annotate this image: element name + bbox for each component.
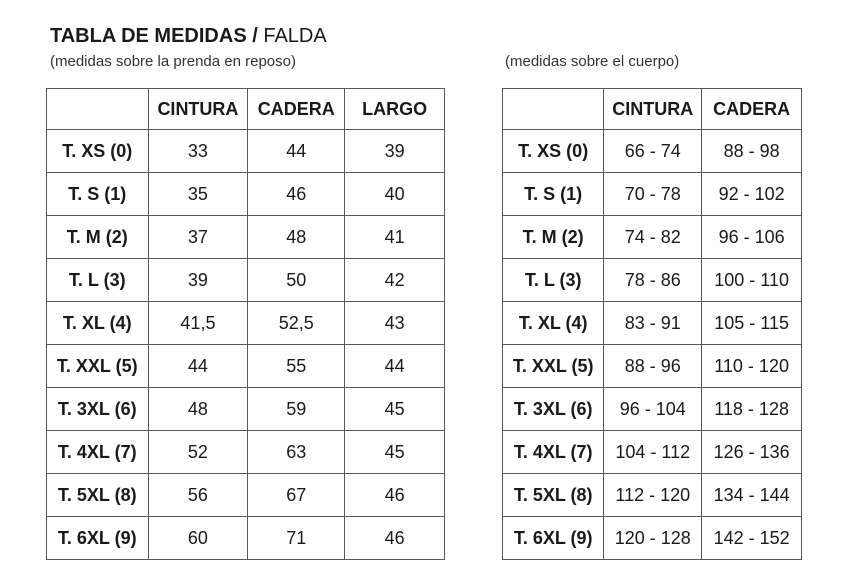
size-label-cell: T. L (3): [503, 259, 604, 302]
cadera-value-cell: 142 - 152: [702, 517, 802, 560]
largo-value-cell: 40: [345, 173, 445, 216]
table-header-row: [503, 89, 802, 130]
cintura-value-cell: 70 - 78: [604, 173, 702, 216]
cintura-value-cell: 35: [148, 173, 248, 216]
cintura-value-cell: 48: [148, 388, 248, 431]
table-row: [503, 388, 802, 431]
cintura-value-cell: 33: [148, 130, 248, 173]
table-header-row: [47, 89, 445, 130]
header-largo: LARGO: [345, 89, 445, 130]
cintura-value-cell: 44: [148, 345, 248, 388]
largo-value-cell: 44: [345, 345, 445, 388]
table-row: [47, 474, 445, 517]
body-measurements-table: [502, 88, 802, 560]
size-label-cell: T. S (1): [47, 173, 149, 216]
cadera-value-cell: 118 - 128: [702, 388, 802, 431]
cadera-value-cell: 100 - 110: [702, 259, 802, 302]
table-row: [503, 431, 802, 474]
cintura-value-cell: 56: [148, 474, 248, 517]
size-label-cell: T. XL (4): [503, 302, 604, 345]
table-row: [503, 130, 802, 173]
largo-value-cell: 39: [345, 130, 445, 173]
table-row: [47, 130, 445, 173]
cintura-value-cell: 104 - 112: [604, 431, 702, 474]
cadera-value-cell: 71: [248, 517, 345, 560]
cadera-value-cell: 96 - 106: [702, 216, 802, 259]
table-row: [503, 302, 802, 345]
cadera-value-cell: 63: [248, 431, 345, 474]
table-row: [47, 431, 445, 474]
cadera-value-cell: 67: [248, 474, 345, 517]
cadera-value-cell: 126 - 136: [702, 431, 802, 474]
table-row: [47, 302, 445, 345]
header-cadera: CADERA: [702, 89, 802, 130]
cintura-value-cell: 83 - 91: [604, 302, 702, 345]
largo-value-cell: 45: [345, 431, 445, 474]
cadera-value-cell: 88 - 98: [702, 130, 802, 173]
cintura-value-cell: 52: [148, 431, 248, 474]
cintura-value-cell: 88 - 96: [604, 345, 702, 388]
size-label-cell: T. 5XL (8): [47, 474, 149, 517]
table-row: [47, 173, 445, 216]
largo-value-cell: 41: [345, 216, 445, 259]
largo-value-cell: 42: [345, 259, 445, 302]
garment-measurements-table: [46, 88, 445, 560]
largo-value-cell: 46: [345, 474, 445, 517]
size-label-cell: T. M (2): [503, 216, 604, 259]
cadera-value-cell: 50: [248, 259, 345, 302]
cintura-value-cell: 120 - 128: [604, 517, 702, 560]
size-label-cell: T. XS (0): [503, 130, 604, 173]
page-title: [50, 24, 327, 48]
cintura-value-cell: 39: [148, 259, 248, 302]
size-label-cell: T. 4XL (7): [47, 431, 149, 474]
size-label-cell: T. 3XL (6): [503, 388, 604, 431]
table-row: [503, 517, 802, 560]
cadera-value-cell: 110 - 120: [702, 345, 802, 388]
cintura-value-cell: 74 - 82: [604, 216, 702, 259]
table-row: [503, 216, 802, 259]
cadera-value-cell: 44: [248, 130, 345, 173]
largo-value-cell: 43: [345, 302, 445, 345]
cadera-value-cell: 55: [248, 345, 345, 388]
cadera-value-cell: 134 - 144: [702, 474, 802, 517]
size-label-cell: T. L (3): [47, 259, 149, 302]
cadera-value-cell: 105 - 115: [702, 302, 802, 345]
cintura-value-cell: 96 - 104: [604, 388, 702, 431]
body-table-subtitle: (medidas sobre el cuerpo): [505, 53, 680, 70]
table-row: [503, 474, 802, 517]
header-cadera: CADERA: [248, 89, 345, 130]
cadera-value-cell: 59: [248, 388, 345, 431]
table-row: [47, 216, 445, 259]
largo-value-cell: 46: [345, 517, 445, 560]
table-row: [47, 345, 445, 388]
table-row: [503, 173, 802, 216]
header-corner-cell: [47, 89, 149, 130]
size-label-cell: T. M (2): [47, 216, 149, 259]
cintura-value-cell: 66 - 74: [604, 130, 702, 173]
table-row: [47, 517, 445, 560]
size-label-cell: T. 6XL (9): [47, 517, 149, 560]
page-title-main: TABLA DE MEDIDAS /: [50, 25, 258, 47]
size-label-cell: T. 6XL (9): [503, 517, 604, 560]
size-label-cell: T. 5XL (8): [503, 474, 604, 517]
size-label-cell: T. 3XL (6): [47, 388, 149, 431]
size-label-cell: T. XXL (5): [503, 345, 604, 388]
cadera-value-cell: 46: [248, 173, 345, 216]
cadera-value-cell: 92 - 102: [702, 173, 802, 216]
size-label-cell: T. XXL (5): [47, 345, 149, 388]
header-corner-cell: [503, 89, 604, 130]
cintura-value-cell: 60: [148, 517, 248, 560]
largo-value-cell: 45: [345, 388, 445, 431]
table-row: [47, 259, 445, 302]
header-cintura: CINTURA: [604, 89, 702, 130]
cintura-value-cell: 37: [148, 216, 248, 259]
cintura-value-cell: 112 - 120: [604, 474, 702, 517]
header-cintura: CINTURA: [148, 89, 248, 130]
cintura-value-cell: 78 - 86: [604, 259, 702, 302]
table-row: [47, 388, 445, 431]
table-row: [503, 345, 802, 388]
page-title-product: FALDA: [257, 25, 327, 47]
size-label-cell: T. XL (4): [47, 302, 149, 345]
garment-table-subtitle: (medidas sobre la prenda en reposo): [50, 53, 296, 70]
size-label-cell: T. S (1): [503, 173, 604, 216]
table-row: [503, 259, 802, 302]
cintura-value-cell: 41,5: [148, 302, 248, 345]
cadera-value-cell: 52,5: [248, 302, 345, 345]
size-label-cell: T. XS (0): [47, 130, 149, 173]
cadera-value-cell: 48: [248, 216, 345, 259]
size-label-cell: T. 4XL (7): [503, 431, 604, 474]
